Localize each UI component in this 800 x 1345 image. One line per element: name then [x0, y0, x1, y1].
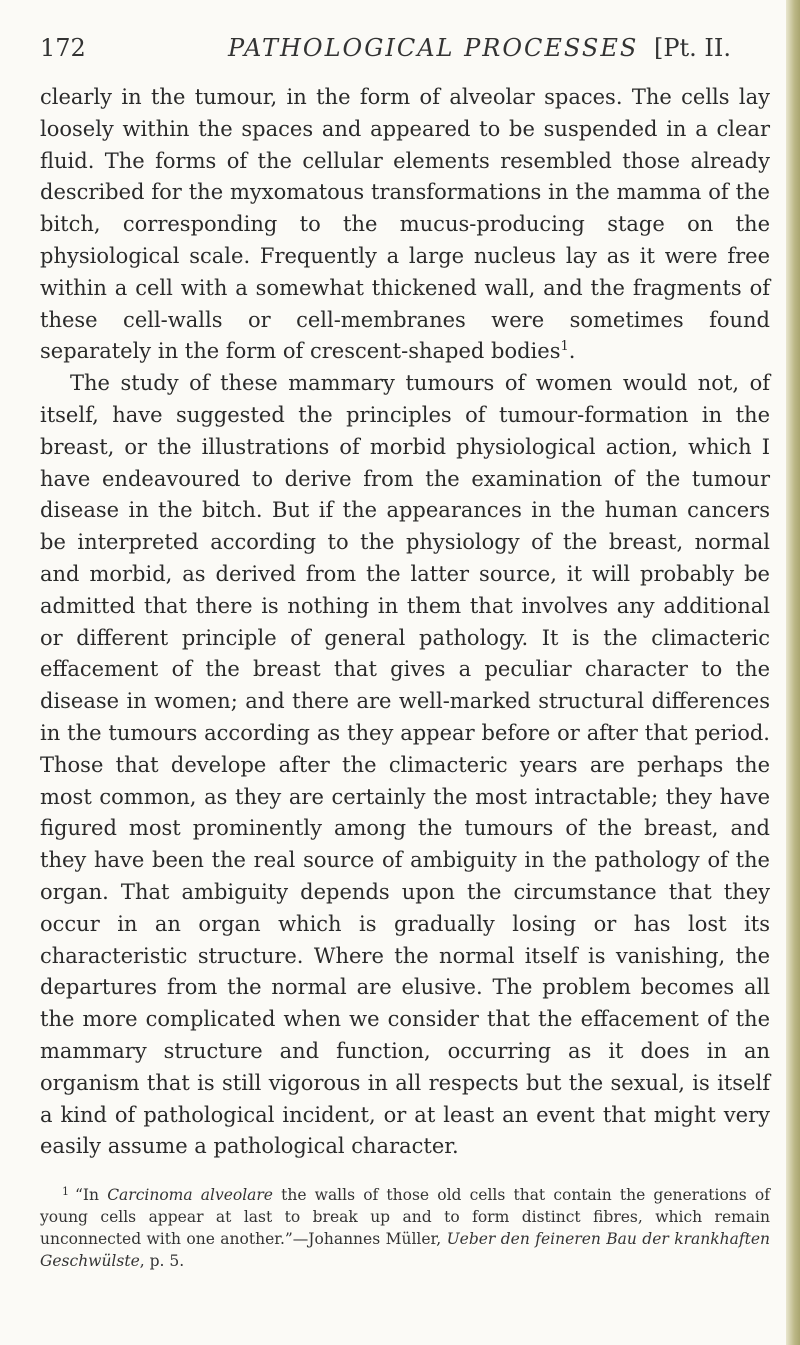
paragraph-1-end: . [568, 339, 576, 364]
footnote-reference[interactable]: 1 [560, 339, 569, 355]
footnote-quote-open: “In [75, 1186, 108, 1204]
part-label: [Pt. II. [654, 34, 732, 62]
page-number: 172 [40, 34, 86, 62]
running-title: PATHOLOGICAL PROCESSES [228, 34, 639, 62]
paragraph-1-text: clearly in the tumour, in the form of alveolar spaces. The cells lay loosely within the spaces and appeared to be suspended in a clear fluid. The forms of the cellular elements resembled those already described for the myxomatous transformations in the mamma of the bitch, corresponding to the mucus-producing stage on the physiological scale. Frequently a large nucleus lay as it were free within a cell with a somewhat thickened wall, and the fragments of these cell-walls or cell-membranes were sometimes found separately in the form of crescent-shaped bodies [40, 85, 770, 364]
page-edge [786, 0, 800, 1345]
footnote [40, 1184, 770, 1272]
paragraph-2: The study of these mammary tumours of women would not, of itself, have suggested the principles of tumour-formation in the breast, or the illustrations of morbid physiological action, which I have endeavoured to derive from the examination of the tumour disease in the bitch. But if the appearances in the human cancers be interpreted according to the physiology of the breast, normal and morbid, as derived from the latter source, it will probably be admitted that there is nothing in them that involves any additional or different principle of general pathology. It is the climacteric effacement of the breast that gives a peculiar character to the disease in women; and there are well-marked structural differences in the tumours according as they appear before or after that period. Those that develope after the climacteric years are perhaps the most common, as they are certainly the most intractable; they have figured most prominently among the tumours of the breast, and they have been the real source of ambiguity in the pathology of the organ. That ambiguity depends upon the circumstance that they occur in an organ which is gradually losing or has lost its characteristic structure. Where the normal itself is vanishing, the departures from the normal are elusive. The problem becomes all the more complicated when we consider that the effacement of the mammary structure and function, occurring as it does in an organism that is still vigorous in all respects but the sexual, is itself a kind of pathological incident, or at least an event that might very easily assume a pathological character. [40, 371, 770, 1159]
body-text [40, 82, 770, 1163]
footnote-marker: 1 [62, 1185, 69, 1198]
footnote-quote-rest: the walls of those old cells that contain the generations of young cells appear at last to break up and to form distinct fibres, which remain unconnected with one another.”—Johannes Müller, [40, 1186, 770, 1248]
footnote-quote-italic: Carcinoma alveolare [107, 1186, 273, 1204]
footnote-source-end: , p. 5. [139, 1252, 185, 1270]
paragraph-1 [40, 82, 770, 368]
running-header [40, 34, 760, 70]
footnote-source-title: Ueber den feineren Bau der krankhaften Geschwülste [40, 1230, 770, 1270]
